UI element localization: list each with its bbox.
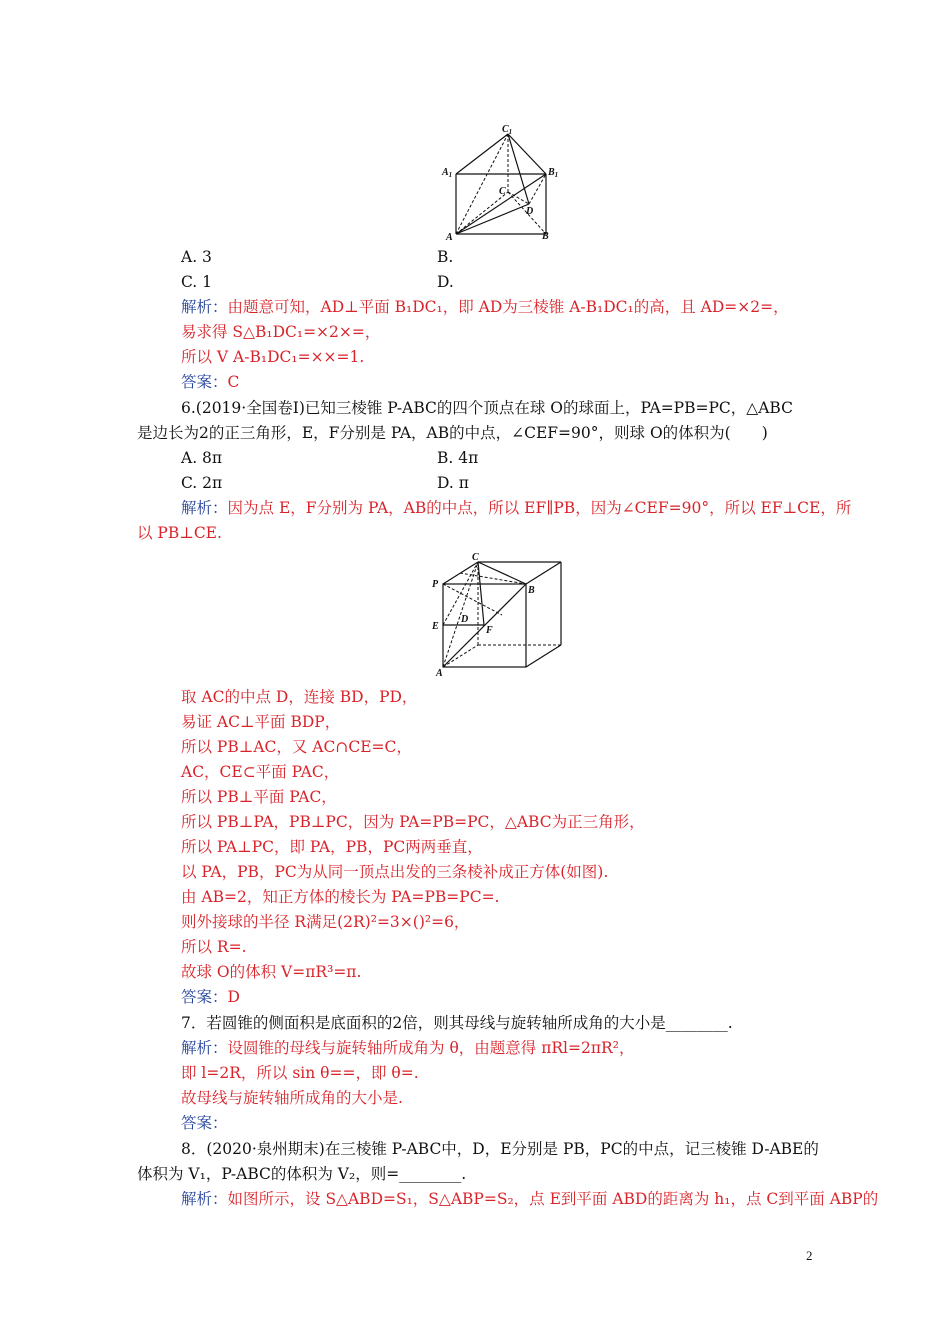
prism-figure [438, 122, 558, 242]
q6-solution-line-2: 以 PB⊥CE. [137, 524, 222, 542]
q6-step-8: 以 PA，PB，PC为从同一顶点出发的三条棱补成正方体(如图). [181, 863, 609, 881]
label-D: D [526, 206, 534, 217]
label-A: A [446, 232, 453, 242]
label-C1: $C_1$ [502, 124, 513, 136]
q8-solution-line-1: 解析：如图所示，设 S△ABD=S₁，S△ABP=S₂，点 E到平面 ABD的距离为 h₁，点 C到平面 ABP的 [181, 1190, 879, 1208]
q6-step-10: 则外接球的半径 R满足(2R)²=3×()²=6， [181, 913, 470, 931]
q6-option-b: B. 4π [437, 449, 479, 467]
q7-solution-line-2: 即 l=2R，所以 sin θ==，即 θ=. [181, 1064, 419, 1082]
q6-answer: 答案：D [181, 988, 240, 1006]
q6-step-11: 所以 R=. [181, 938, 247, 956]
q7-answer-label: 答案： [181, 1114, 228, 1132]
answer-label: 答案： [181, 373, 228, 391]
solution-label: 解析： [181, 499, 228, 517]
label-D: D [461, 614, 469, 625]
q5-option-a: A. 3 [181, 248, 212, 266]
label-C: C [472, 552, 479, 563]
q5-solution-line-1: 解析：由题意可知，AD⊥平面 B₁DC₁，即 AD为三棱锥 A-B₁DC₁的高，且 AD=×2=， [181, 298, 789, 316]
q6-step-12: 故球 O的体积 V=πR³=π. [181, 963, 362, 981]
cube-figure [428, 550, 573, 680]
q6-step-2: 易证 AC⊥平面 BDP， [181, 713, 341, 731]
solution-label: 解析： [181, 298, 228, 316]
q7-solution-line-1: 解析：设圆锥的母线与旋转轴所成角为 θ，由题意得 πRl=2πR²， [181, 1039, 635, 1057]
q6-step-4: AC，CE⊂平面 PAC， [181, 763, 340, 781]
solution-label: 解析： [181, 1039, 228, 1057]
label-P: P [432, 579, 439, 590]
q6-step-5: 所以 PB⊥平面 PAC， [181, 788, 337, 806]
label-B: B [542, 231, 549, 242]
solution-label: 解析： [181, 1190, 228, 1208]
label-A: A [436, 668, 443, 679]
q6-stem-line-1: 6.(2019·全国卷Ⅰ)已知三棱锥 P-ABC的四个顶点在球 O的球面上，PA=PB=PC，△ABC [181, 399, 793, 417]
label-B1: $B_1$ [548, 167, 558, 179]
q7-solution-line-3: 故母线与旋转轴所成角的大小是. [181, 1089, 403, 1107]
q5-option-b: B. [437, 248, 454, 266]
answer-label: 答案： [181, 988, 228, 1006]
q6-step-1: 取 AC的中点 D，连接 BD，PD， [181, 688, 418, 706]
q6-step-7: 所以 PA⊥PC，即 PA，PB，PC两两垂直， [181, 838, 483, 856]
q7-stem: 7．若圆锥的侧面积是底面积的2倍，则其母线与旋转轴所成角的大小是________. [181, 1014, 733, 1032]
q5-solution-line-2: 易求得 S△B₁DC₁=×2×=， [181, 323, 381, 341]
q5-answer: 答案：C [181, 373, 240, 391]
page-number: 2 [806, 1248, 813, 1263]
label-B: B [528, 585, 535, 596]
label-A1: $A_1$ [442, 167, 453, 179]
q6-option-a: A. 8π [181, 449, 223, 467]
q6-step-3: 所以 PB⊥AC，又 AC∩CE=C， [181, 738, 412, 756]
q5-solution-line-3: 所以 V A-B₁DC₁=××=1. [181, 348, 365, 366]
q8-stem-line-1: 8．(2020·泉州期末)在三棱锥 P-ABC中，D，E分别是 PB，PC的中点，记三棱锥 D-ABE的 [181, 1140, 819, 1158]
q5-option-c: C. 1 [181, 273, 213, 291]
q6-option-d: D. π [437, 474, 469, 492]
q6-solution-line-1: 解析：因为点 E，F分别为 PA，AB的中点，所以 EF∥PB，因为∠CEF=90°，所以 EF⊥CE，所 [181, 499, 852, 517]
label-C: C [499, 186, 506, 197]
q8-stem-line-2: 体积为 V₁，P-ABC的体积为 V₂，则=________. [137, 1165, 467, 1183]
label-E: E [432, 621, 439, 632]
q6-step-9: 由 AB=2，知正方体的棱长为 PA=PB=PC=. [181, 888, 500, 906]
q5-option-d: D. [437, 273, 454, 291]
q6-step-6: 所以 PB⊥PA，PB⊥PC，因为 PA=PB=PC，△ABC为正三角形， [181, 813, 645, 831]
q6-option-c: C. 2π [181, 474, 223, 492]
q6-stem-line-2: 是边长为2的正三角形，E，F分别是 PA，AB的中点，∠CEF=90°，则球 O的体积为( ) [137, 424, 768, 442]
label-F: F [486, 625, 493, 636]
